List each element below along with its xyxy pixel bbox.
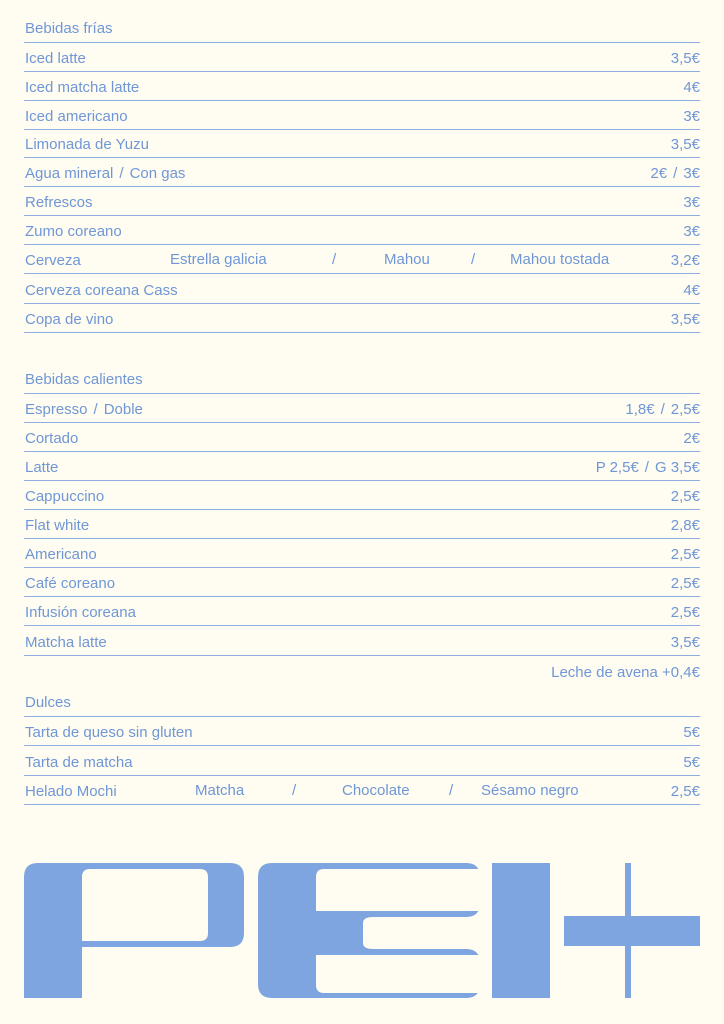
- menu-item: Helado Mochi Matcha / Chocolate / Sésamo negro 2,5€: [24, 776, 700, 805]
- separator: /: [332, 251, 337, 268]
- brand-logo-icon: [24, 863, 700, 999]
- separator: /: [292, 782, 297, 799]
- menu-item: Zumo coreano 3€: [24, 216, 700, 245]
- menu-item: Refrescos 3€: [24, 187, 700, 216]
- item-alt: Con gas: [129, 165, 186, 182]
- section-title-cold-drinks: Bebidas frías: [24, 14, 700, 43]
- menu-item: Cappuccino 2,5€: [24, 481, 700, 510]
- menu-item: Americano 2,5€: [24, 539, 700, 568]
- separator: /: [119, 165, 124, 182]
- menu-item: Tarta de matcha 5€: [24, 747, 700, 776]
- menu-item: Cerveza coreana Cass 4€: [24, 275, 700, 304]
- section-title-hot-drinks: Bebidas calientes: [24, 365, 700, 394]
- menu-item: Matcha latte 3,5€: [24, 627, 700, 656]
- menu-item: Cortado 2€: [24, 423, 700, 452]
- menu-item: Café coreano 2,5€: [24, 568, 700, 597]
- menu-item: Flat white 2,8€: [24, 510, 700, 539]
- menu-item: Iced americano 3€: [24, 101, 700, 130]
- menu-item: Tarta de queso sin gluten 5€: [24, 717, 700, 746]
- item-option: Estrella galicia: [170, 251, 267, 268]
- item-option: Matcha: [195, 782, 245, 799]
- separator: /: [93, 401, 98, 418]
- oat-milk-note: Leche de avena +0,4€: [551, 664, 700, 681]
- item-option: Mahou: [384, 251, 430, 268]
- item-name: Espresso: [25, 401, 88, 418]
- separator: /: [449, 782, 454, 799]
- item-name: Agua mineral: [25, 165, 114, 182]
- item-option: Sésamo negro: [481, 782, 579, 799]
- menu-item: Espresso / Doble 1,8€ / 2,5€: [24, 394, 700, 423]
- menu-item: Iced latte 3,5€: [24, 43, 700, 72]
- item-option: Mahou tostada: [510, 251, 610, 268]
- menu-item: Agua mineral / Con gas 2€ / 3€: [24, 158, 700, 187]
- menu-item: Iced matcha latte 4€: [24, 72, 700, 101]
- item-option: Chocolate: [342, 782, 410, 799]
- menu-item: Limonada de Yuzu 3,5€: [24, 129, 700, 158]
- separator: /: [471, 251, 476, 268]
- menu-item: Infusión coreana 2,5€: [24, 597, 700, 626]
- menu-item: Cerveza Estrella galicia / Mahou / Mahou tostada 3,2€: [24, 245, 700, 274]
- section-title-sweets: Dulces: [24, 688, 700, 717]
- menu-item: Copa de vino 3,5€: [24, 304, 700, 333]
- menu-item: Latte P 2,5€ / G 3,5€: [24, 452, 700, 481]
- item-alt: Doble: [103, 401, 143, 418]
